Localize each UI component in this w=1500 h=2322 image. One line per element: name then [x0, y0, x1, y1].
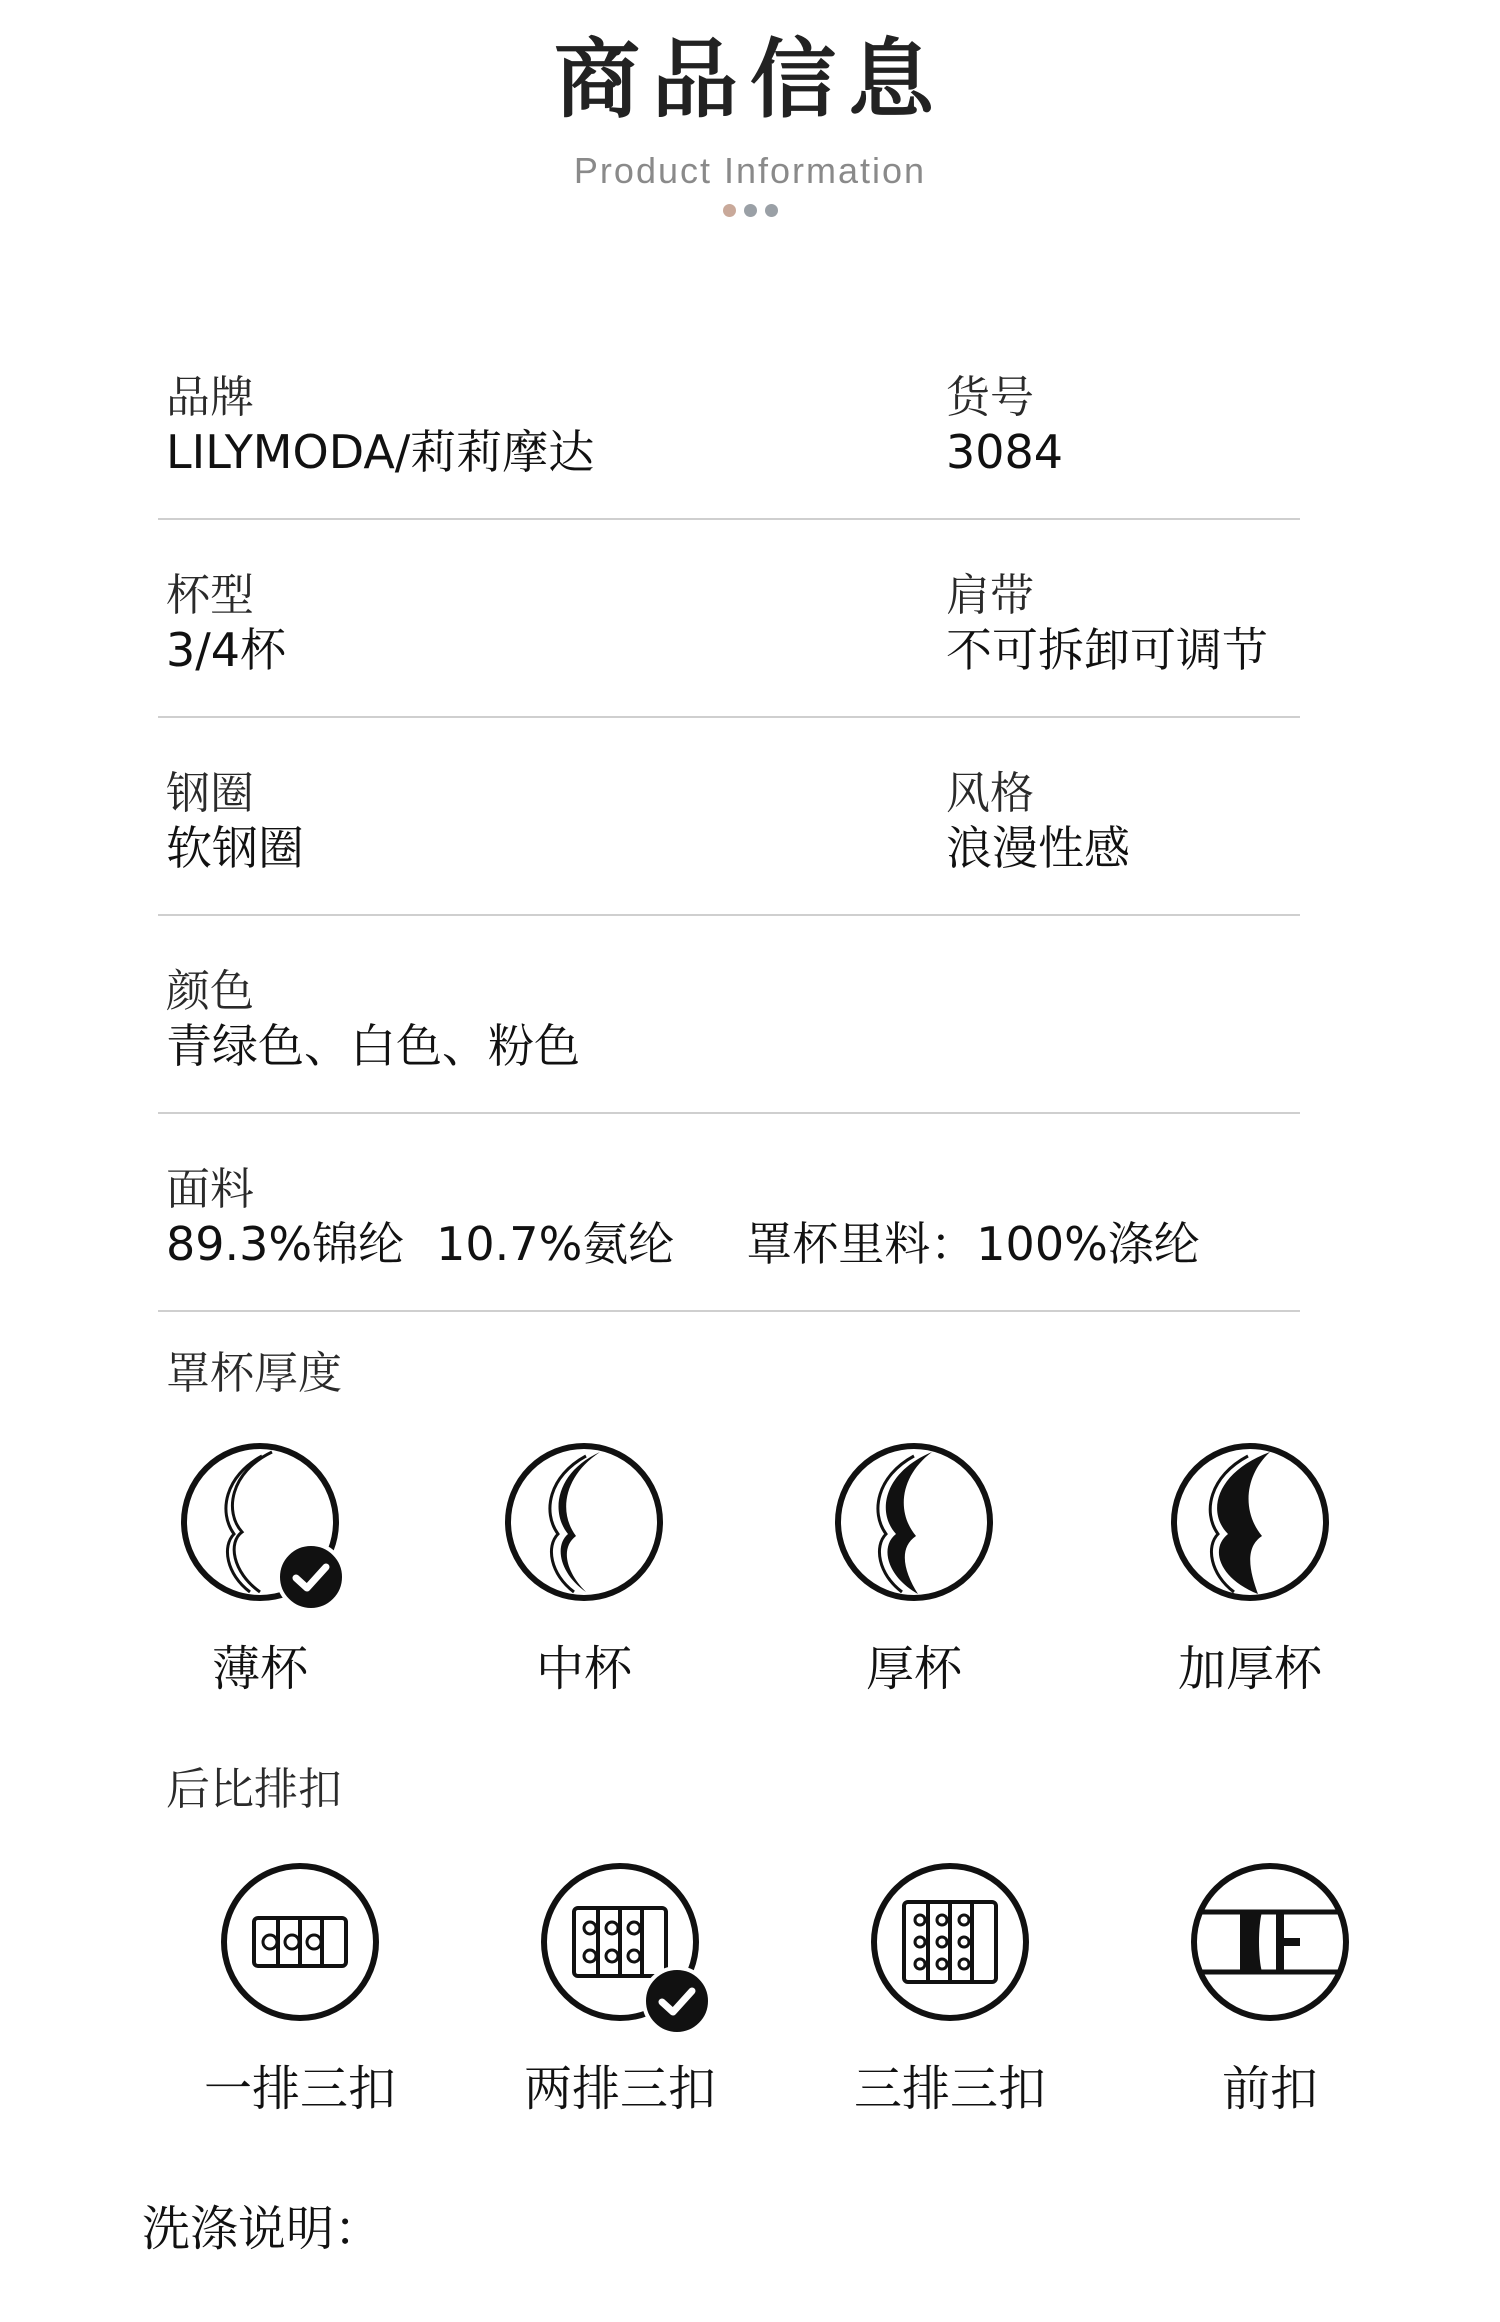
thickness-label: 薄杯	[211, 1641, 308, 1697]
brand-label: 品牌	[166, 372, 254, 423]
wash-instructions-title: 洗涤说明：	[142, 2201, 383, 2257]
thickness-option-thick[interactable]	[814, 1442, 1014, 1699]
page-subtitle: Product Information	[573, 150, 927, 191]
hooks-label: 两排三扣	[523, 2061, 716, 2117]
header	[0, 30, 1500, 217]
thickness-option-thin[interactable]	[160, 1442, 360, 1699]
page-title: 商品信息	[554, 30, 946, 130]
hooks-option-one-row[interactable]	[180, 1862, 420, 2119]
wire-label: 钢圈	[166, 768, 254, 819]
style-label: 风格	[946, 768, 1034, 819]
one-row-hook-icon	[220, 1862, 380, 2022]
brand-cell	[166, 320, 594, 480]
item-no-value: 3084	[946, 425, 1064, 479]
cup-value: 3/4杯	[166, 623, 287, 677]
wire-value: 软钢圈	[166, 821, 304, 875]
style-cell	[946, 716, 1130, 876]
cup-label: 杯型	[166, 570, 254, 621]
info-row-fabric	[158, 1112, 1300, 1312]
hooks-title: 后比排扣	[166, 1764, 342, 1815]
fabric-label: 面料	[166, 1164, 254, 1215]
dot-icon	[744, 204, 757, 217]
medium-cup-icon	[504, 1442, 664, 1602]
extra-thick-cup-icon	[1170, 1442, 1330, 1602]
info-row-color	[158, 914, 1300, 1114]
fabric-lining: 罩杯里料：100%涤纶	[746, 1217, 1200, 1271]
fabric-part: 10.7%氨纶	[436, 1217, 675, 1271]
brand-value: LILYMODA/莉莉摩达	[166, 425, 595, 479]
cup-cell	[166, 518, 286, 678]
color-label: 颜色	[166, 966, 254, 1017]
strap-value: 不可拆卸可调节	[946, 623, 1268, 677]
thickness-label: 加厚杯	[1177, 1641, 1322, 1697]
thin-cup-icon	[180, 1442, 340, 1602]
decorative-dots	[0, 204, 1500, 217]
three-row-hook-icon	[870, 1862, 1030, 2022]
two-row-hook-icon	[540, 1862, 700, 2022]
item-no-cell	[946, 320, 1063, 480]
dot-icon	[765, 204, 778, 217]
strap-label: 肩带	[946, 570, 1034, 621]
fabric-cell	[166, 1112, 1200, 1272]
dot-icon	[723, 204, 736, 217]
front-clasp-icon	[1190, 1862, 1350, 2022]
info-row-cup	[158, 518, 1300, 718]
info-row-brand	[158, 320, 1300, 520]
strap-cell	[946, 518, 1268, 678]
info-row-wire	[158, 716, 1300, 916]
thickness-label: 厚杯	[865, 1641, 962, 1697]
hooks-label: 三排三扣	[853, 2061, 1046, 2117]
fabric-value	[166, 1216, 1200, 1272]
color-cell	[166, 914, 580, 1074]
hooks-option-front[interactable]	[1150, 1862, 1390, 2119]
hooks-option-two-row[interactable]	[500, 1862, 740, 2119]
hooks-option-three-row[interactable]	[830, 1862, 1070, 2119]
style-value: 浪漫性感	[946, 821, 1130, 875]
thickness-label: 中杯	[535, 1641, 632, 1697]
check-icon	[276, 1542, 346, 1612]
fabric-part: 89.3%锦纶	[166, 1217, 405, 1271]
thick-cup-icon	[834, 1442, 994, 1602]
wire-cell	[166, 716, 304, 876]
hooks-label: 一排三扣	[203, 2061, 396, 2117]
thickness-option-medium[interactable]	[484, 1442, 684, 1699]
item-no-label: 货号	[946, 372, 1034, 423]
thickness-title: 罩杯厚度	[166, 1348, 342, 1399]
thickness-option-extra-thick[interactable]	[1130, 1442, 1370, 1699]
check-icon	[642, 1966, 712, 2036]
hooks-label: 前扣	[1221, 2061, 1318, 2117]
color-value: 青绿色、白色、粉色	[166, 1019, 580, 1073]
